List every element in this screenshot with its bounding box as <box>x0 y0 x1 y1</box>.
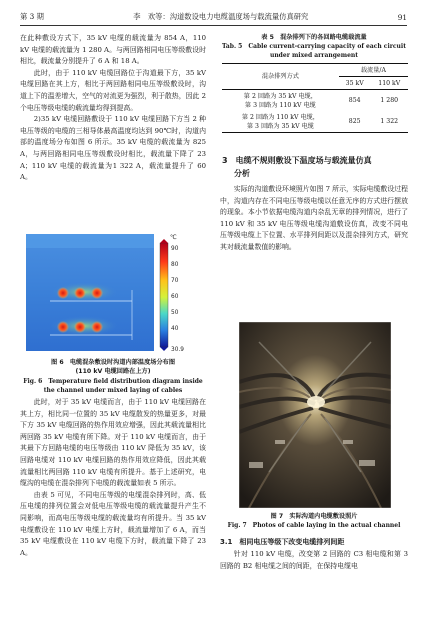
paragraph: 2)35 kV 电缆回路敷设于 110 kV 电缆回路下方当 2 种电压等级的电缆的三相导体最高温度均达到 90℃时，沟道内部的温度场分布如图 6 所示。35 kV 电缆的载流量为 825 A，与两回路相同电压等级敷设时相比，载流量下降了 23 A；110 kV 电缆的载流量为1 322 A，载流量提升了 60 A。 <box>20 115 206 182</box>
paragraph: 在此种敷设方式下，35 kV 电缆的载流量为 854 A，110 kV 电缆的载流量为 1 280 A。与两回路相同电压等级敷设时相比，载流量分别提升了 6 A 和 18 A。 <box>20 34 206 66</box>
row-value-35kv: 825 <box>348 118 361 125</box>
colorbar-tick: 60 <box>171 294 179 300</box>
row-value-110kv: 1 280 <box>380 97 399 104</box>
caption-en-line2: under mixed arrangement <box>269 52 359 59</box>
left-column-top <box>20 33 206 184</box>
row-mode-line1: 第 2 回路为 35 kV 电缆， <box>243 92 317 100</box>
caption-zh: 表 5 混杂排列下的各回路电缆载流量 <box>261 34 367 41</box>
caption-en: Fig. 6 Temperature field distribution diagram inside <box>23 377 203 385</box>
caption-zh: 图 6 电缆混杂敷设时沟道内部温度场分布图 <box>50 359 176 366</box>
running-header <box>20 10 407 24</box>
paragraph: 实际的沟道敷设环境照片如图 7 所示，实际电缆敷设过程中，沟道内存在不同电压等级电缆以任意无序的方式进行摆放的现象。本小节依据电缆沟道内杂乱无章的排列情况，进行了 110 kV 和 35 kV 电压等级电缆沟道敷设仿真，改变不同电压等级电缆上下位置、水平排列间距以及混杂排列方式，研究其对载流量数值的影响。 <box>220 185 408 251</box>
temperature-field-svg <box>24 230 196 355</box>
page-number: 91 <box>397 12 407 22</box>
cable-lower-c <box>91 321 103 333</box>
colorbar <box>160 243 168 347</box>
cable-tunnel-photo <box>239 322 391 508</box>
cable-upper-b <box>74 287 86 299</box>
section-3-heading <box>222 154 408 180</box>
table-5-caption <box>220 33 408 60</box>
section-3-body <box>220 184 408 254</box>
caption-zh: 图 7 实际沟道内电缆敷设照片 <box>270 513 358 520</box>
running-title: 李 欢等：沟道数设电力电缆温度场与载流量仿真研究 <box>133 12 309 21</box>
figure-6-temperature-field <box>24 230 196 355</box>
table-header-ampacity: 载流量/A <box>339 64 408 77</box>
cable-lower-a <box>57 321 69 333</box>
table-row <box>222 111 408 133</box>
colorbar-tick: 40 <box>171 326 179 332</box>
table-row <box>222 90 408 112</box>
colorbar-tick: 80 <box>171 262 179 268</box>
paragraph: 此时，对于 35 kV 电缆而言，由于 110 kV 电缆回路在其上方，相比同一位置的 35 kV 电缆散发的热量更多，对最下方 35 kV 电缆回路的热作用效应增强，因此其载流量相比两回路 35 kV 电缆有所下降。对于 110 kV 电缆而言，由于其最下方回路电缆的电压等级由 110 kV 降低为 35 kV，该回路电缆对 110 kV 电缆回路的热作用效应降低，因此其载流量相比两回路 110 kV 电缆有所提升。基于上述研究，电缆沟的电缆在混杂排列下电缆的载流量如表 5 所示。 <box>20 398 206 488</box>
row-mode-line1: 第 2 回路为 110 kV 电缆， <box>241 113 319 121</box>
paragraph: 此时，由于 110 kV 电缆回路位于沟道最下方，35 kV 电缆回路在其上方，相比于两回路相同电压等级敷设时，沟道上下的温差增大，空气的对流更为强烈，利于散热，因此 2 个电压等级电缆的载流量均得到提高。 <box>20 68 206 112</box>
caption-zh-line2: (110 kV 电缆回路在上方) <box>75 368 151 376</box>
table-header-mode: 混杂排列方式 <box>222 64 339 90</box>
colorbar-unit: ℃ <box>170 234 177 241</box>
figure-6-caption <box>20 358 206 396</box>
cable-lower-b <box>74 321 86 333</box>
row-mode-line2: 第 3 回路为 35 kV 电缆 <box>246 122 314 130</box>
caption-en-line2: the channel under mixed laying of cables <box>43 387 183 395</box>
header-rule <box>20 25 407 26</box>
cable-upper-a <box>57 287 69 299</box>
table-header-110kv: 110 kV <box>378 79 401 87</box>
caption-en: Tab. 5 Cable current-carrying capacity of each circuit <box>222 43 406 50</box>
subsection-3-1-body <box>220 549 408 572</box>
figure-7-photo <box>239 322 391 508</box>
cable-upper-c <box>91 287 103 299</box>
colorbar-tick: 70 <box>171 278 179 284</box>
subsection-3-1-heading: 3.1 相同电压等级下改变电缆排列间距 <box>220 538 345 546</box>
issue-number: 第 3 期 <box>20 12 44 21</box>
paragraph: 由表 5 可见，不同电压等级的电缆混杂排列时，高、低压电缆的排列位置会对低电压等级电缆的载流量提升产生不同影响，而高电压等级电缆的载流量均有所提升。当 35 kV 电缆敷设在 110 kV 电缆上方时，载流量增加了 6 A，而当 35 kV 电缆敷设在 110 kV 电缆下方时，载流量下降了 23 A。 <box>20 490 206 557</box>
row-value-35kv: 854 <box>348 97 361 104</box>
caption-en: Fig. 7 Photos of cable laying in the actual channel <box>227 522 401 530</box>
paragraph: 针对 110 kV 电缆，改变第 2 回路的 C3 相电缆和第 3 回路的 B2 相电缆之间的间距，在保持电缆电 <box>220 550 408 570</box>
table-5 <box>222 63 408 133</box>
colorbar-tick: 90 <box>171 246 179 252</box>
section-title-line1: 3 电缆不规则敷设下温度场与载流量仿真 <box>222 156 372 165</box>
table-header-35kv: 35 kV <box>345 79 364 87</box>
colorbar-tick: 30.9 <box>171 347 184 353</box>
colorbar-tick: 50 <box>171 310 179 316</box>
section-title-line2: 分析 <box>234 169 250 178</box>
row-value-110kv: 1 322 <box>380 118 399 125</box>
row-mode-line2: 第 3 回路为 110 kV 电缆 <box>244 101 316 109</box>
left-column-bottom <box>20 397 206 559</box>
figure-7-caption <box>220 512 408 531</box>
